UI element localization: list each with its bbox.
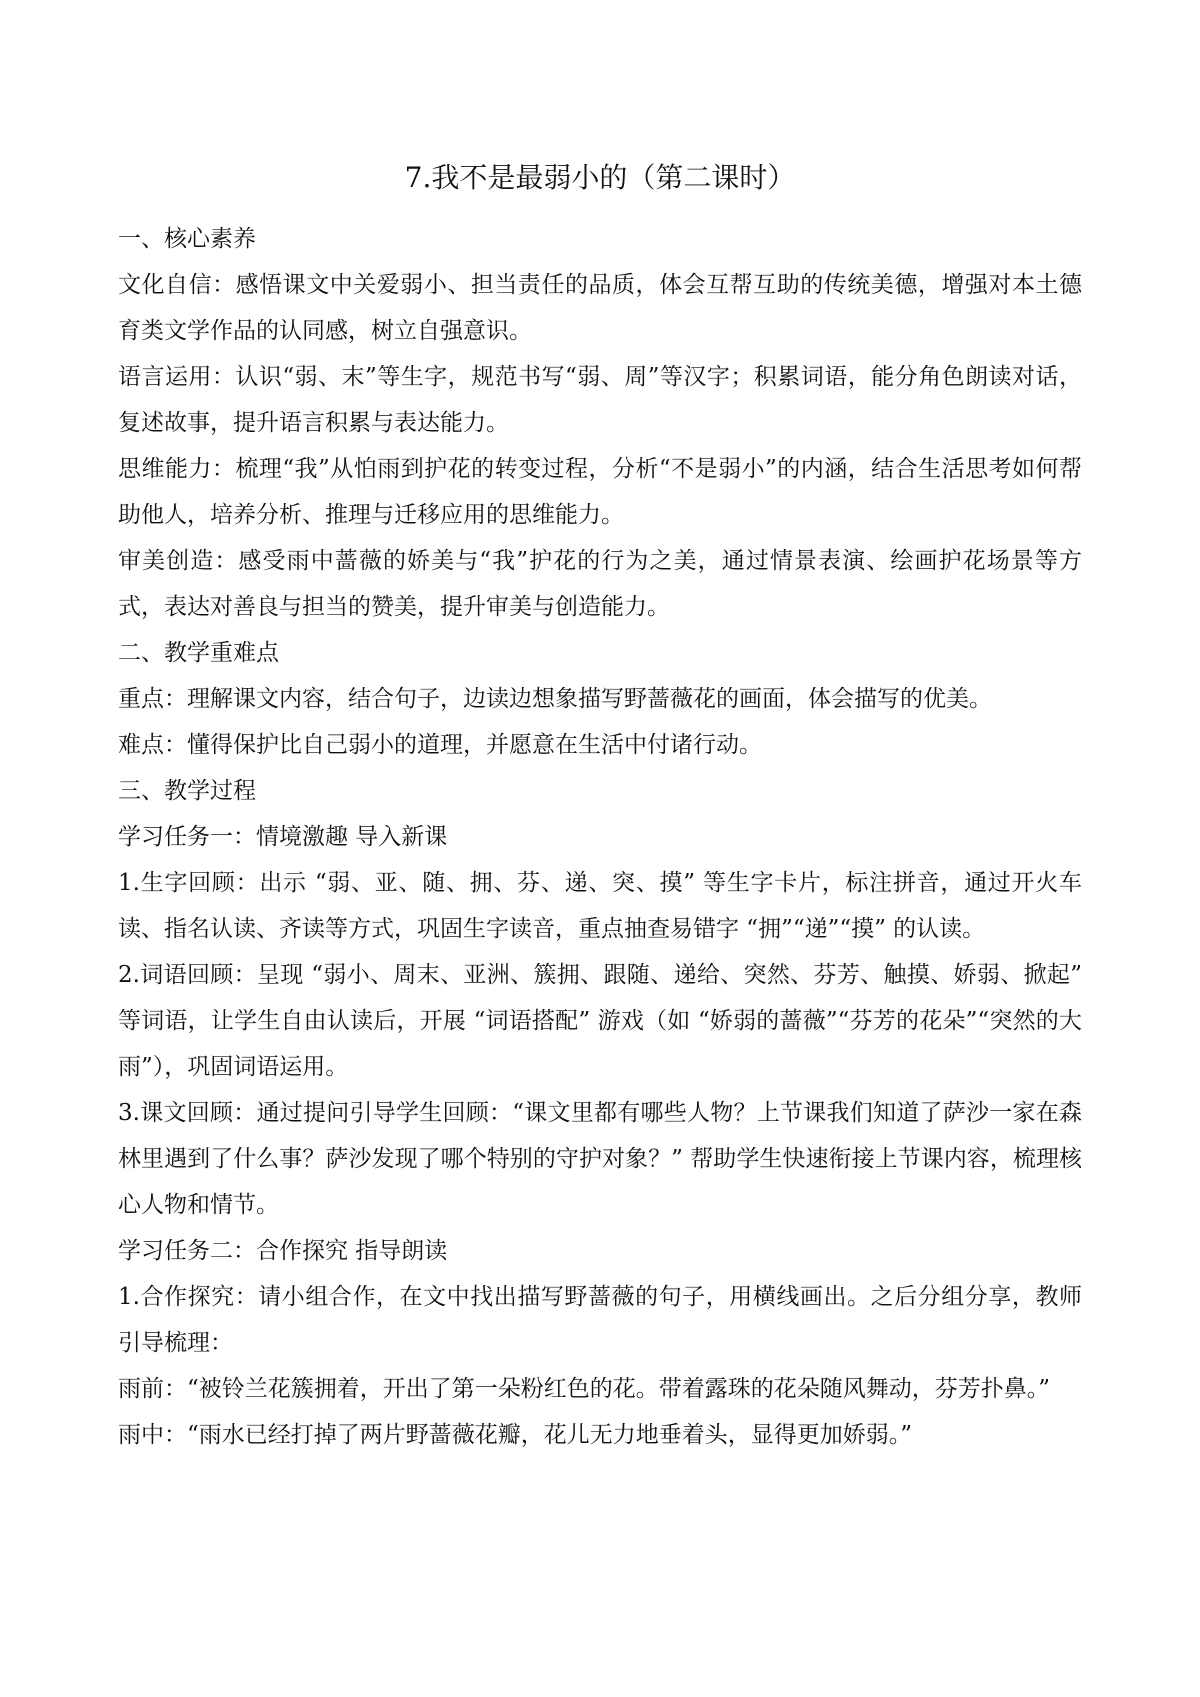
task-heading-two: 学习任务二：合作探究 指导朗读: [118, 1238, 448, 1264]
paragraph-cultural-confidence: 文化自信：感悟课文中关爱弱小、担当责任的品质，体会互帮互助的传统美德，增强对本土德育类文学作品的认同感，树立自强意识。: [118, 272, 1082, 344]
paragraph-key-point: 重点：理解课文内容，结合句子，边读边想象描写野蔷薇花的画面，体会描写的优美。: [118, 686, 992, 712]
paragraph-during-rain: 雨中：“雨水已经打掉了两片野蔷薇花瓣，花儿无力地垂着头，显得更加娇弱。”: [118, 1422, 913, 1448]
paragraph-language-use: 语言运用：认识“弱、末”等生字，规范书写“弱、周”等汉字；积累词语，能分角色朗读对话，复述故事，提升语言积累与表达能力。: [118, 364, 1082, 436]
section-heading-core-literacy: 一、核心素养: [118, 226, 256, 252]
paragraph-difficult-point: 难点：懂得保护比自己弱小的道理，并愿意在生活中付诸行动。: [118, 732, 762, 758]
document-body: [118, 216, 1082, 1458]
paragraph-text-review: 3.课文回顾：通过提问引导学生回顾：“课文里都有哪些人物？上节课我们知道了萨沙一家在森林里遇到了什么事？萨沙发现了哪个特别的守护对象？” 帮助学生快速衔接上节课内容，梳理核心人物和情节。: [118, 1100, 1082, 1218]
paragraph-aesthetic-creation: 审美创造：感受雨中蔷薇的娇美与“我”护花的行为之美，通过情景表演、绘画护花场景等方式，表达对善良与担当的赞美，提升审美与创造能力。: [118, 548, 1082, 620]
page-title: 7.我不是最弱小的（第二课时）: [404, 161, 796, 194]
section-heading-teaching-process: 三、教学过程: [118, 778, 256, 804]
section-heading-key-points: 二、教学重难点: [118, 640, 279, 666]
paragraph-thinking-ability: 思维能力：梳理“我”从怕雨到护花的转变过程，分析“不是弱小”的内涵，结合生活思考如何帮助他人，培养分析、推理与迁移应用的思维能力。: [118, 456, 1082, 528]
paragraph-character-review: 1.生字回顾：出示 “弱、亚、随、拥、芬、递、突、摸” 等生字卡片，标注拼音，通过开火车读、指名认读、齐读等方式，巩固生字读音，重点抽查易错字 “拥”“递”“摸” 的认读。: [118, 870, 1082, 942]
paragraph-before-rain: 雨前：“被铃兰花簇拥着，开出了第一朵粉红色的花。带着露珠的花朵随风舞动，芬芳扑鼻。”: [118, 1376, 1051, 1402]
task-heading-one: 学习任务一：情境激趣 导入新课: [118, 824, 448, 850]
paragraph-word-review: 2.词语回顾：呈现 “弱小、周末、亚洲、簇拥、跟随、递给、突然、芬芳、触摸、娇弱、掀起” 等词语，让学生自由认读后，开展 “词语搭配” 游戏（如 “娇弱的蔷薇”“芬芳的花朵”“突然的大雨”），巩固词语运用。: [118, 962, 1082, 1080]
paragraph-cooperative-inquiry: 1.合作探究：请小组合作，在文中找出描写野蔷薇的句子，用横线画出。之后分组分享，教师引导梳理：: [118, 1284, 1082, 1356]
